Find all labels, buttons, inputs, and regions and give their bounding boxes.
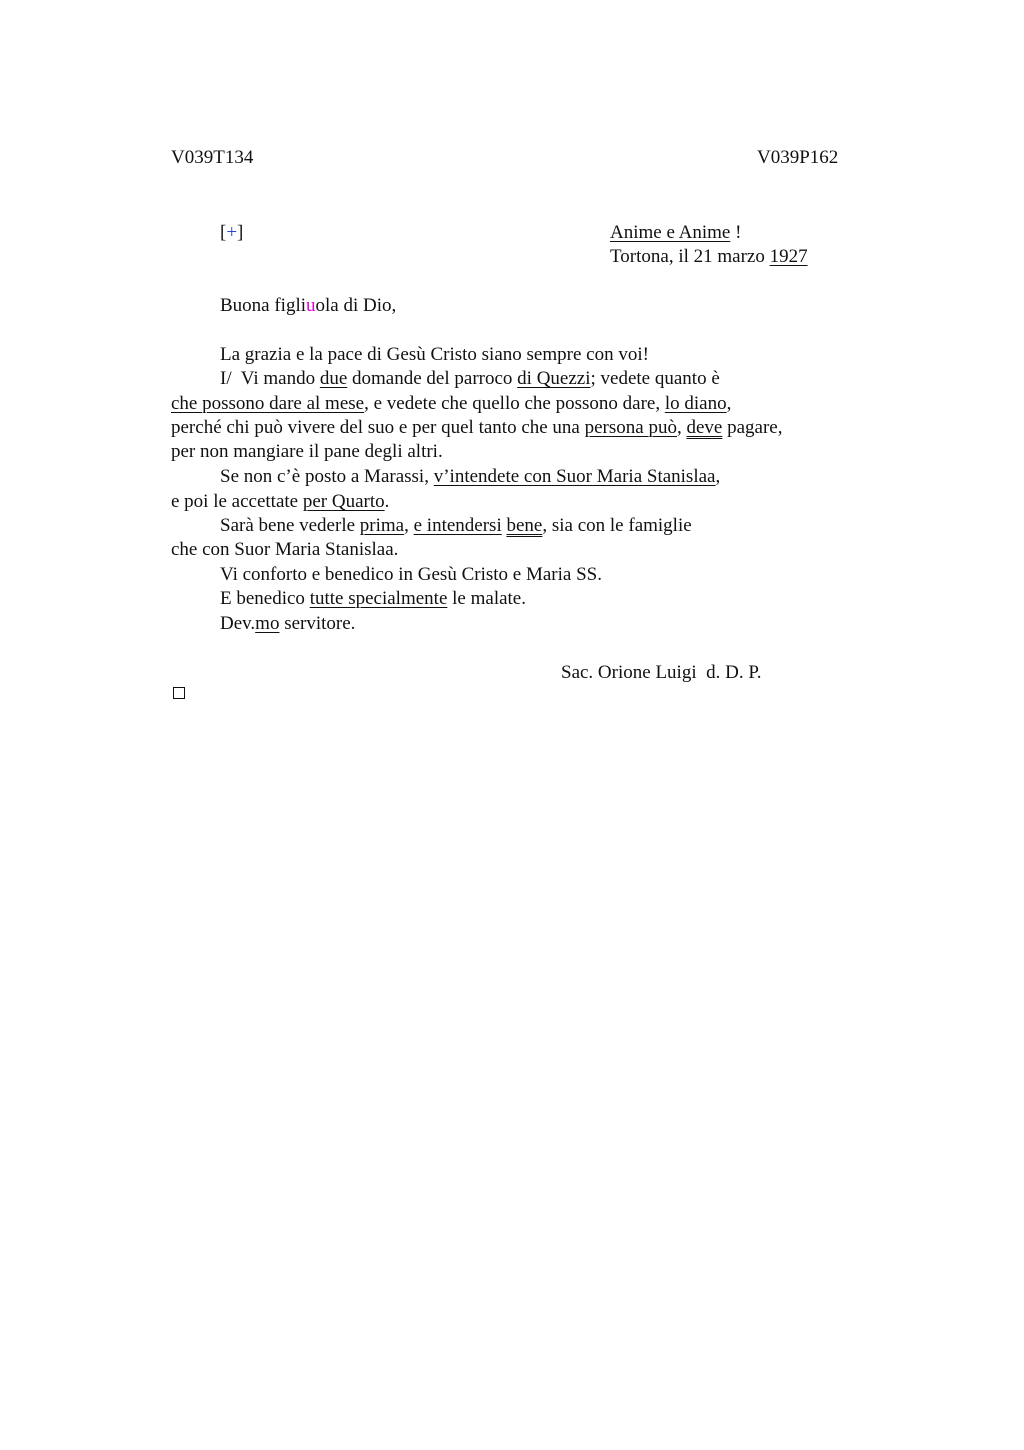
text-run: , [404, 515, 414, 536]
underlined-text: di Quezzi [517, 368, 591, 389]
salutation-highlight: u [306, 295, 316, 316]
text-run: e poi le accettate [171, 491, 303, 512]
underlined-text: e intendersi [413, 515, 502, 536]
underlined-text: che possono dare al mese [171, 393, 365, 414]
bracket-close: ] [237, 222, 244, 243]
title-underlined: Anime e Anime [610, 222, 731, 243]
text-run: ; vedete quanto è [590, 368, 720, 389]
title-suffix: ! [730, 222, 742, 243]
body-line-2 [220, 368, 720, 390]
text-run: Sarà bene vederle [220, 515, 360, 536]
body-line-9: che con Suor Maria Stanislaa. [171, 539, 399, 560]
underlined-text: per Quarto [302, 491, 385, 512]
underlined-text: due [319, 368, 348, 389]
text-run: Dev. [220, 613, 256, 634]
body-line-12 [220, 613, 355, 635]
text-run: I/ Vi mando [220, 368, 320, 389]
document-code-right: V039P162 [757, 147, 839, 168]
text-run: perché chi può vivere del suo e per quel tanto che una [171, 417, 585, 438]
salutation-part: Buona figli [220, 295, 307, 316]
text-run: domande del parroco [347, 368, 518, 389]
place-date [610, 246, 808, 268]
date-year: 1927 [769, 246, 808, 267]
body-line-3 [171, 393, 731, 415]
place-date-text: Tortona, il 21 marzo [610, 246, 770, 267]
body-line-5: per non mangiare il pane degli altri. [171, 441, 443, 462]
text-run: Se non c’è posto a Marassi, [220, 466, 434, 487]
double-underlined-text: deve [686, 417, 723, 438]
underlined-text: tutte specialmente [309, 588, 448, 609]
underlined-text: persona può [584, 417, 677, 438]
text-run: E benedico [220, 588, 310, 609]
signature: Sac. Orione Luigi d. D. P. [561, 662, 762, 683]
text-run: pagare, [722, 417, 783, 438]
cross-mark [220, 222, 243, 244]
body-line-1: La grazia e la pace di Gesù Cristo siano sempre con voi! [220, 344, 649, 365]
letter-title [610, 222, 741, 244]
text-run: , [676, 417, 687, 438]
underlined-text: prima [359, 515, 405, 536]
text-run: servitore. [279, 613, 356, 634]
document-code-left: V039T134 [171, 147, 254, 168]
cross-icon: + [226, 222, 238, 243]
text-run: le malate. [447, 588, 526, 609]
body-line-11 [220, 588, 526, 610]
text-run: , [726, 393, 732, 414]
underlined-text: mo [255, 613, 280, 634]
text-run: , [715, 466, 721, 487]
body-line-8 [220, 515, 692, 537]
underlined-text: v’intendete con Suor Maria Stanislaa [433, 466, 716, 487]
text-run: . [384, 491, 390, 512]
salutation-part: ola di Dio, [315, 295, 397, 316]
underlined-text: lo diano [664, 393, 727, 414]
end-square-icon [173, 687, 185, 699]
body-line-4 [171, 417, 782, 439]
text-run: , e vedete che quello che possono dare, [364, 393, 665, 414]
body-line-6 [220, 466, 720, 488]
bracket-open: [ [220, 222, 227, 243]
body-line-10: Vi conforto e benedico in Gesù Cristo e Maria SS. [220, 564, 602, 585]
double-underlined-text: bene [506, 515, 543, 536]
text-run: , sia con le famiglie [542, 515, 692, 536]
body-line-7 [171, 491, 389, 513]
salutation [220, 295, 396, 317]
